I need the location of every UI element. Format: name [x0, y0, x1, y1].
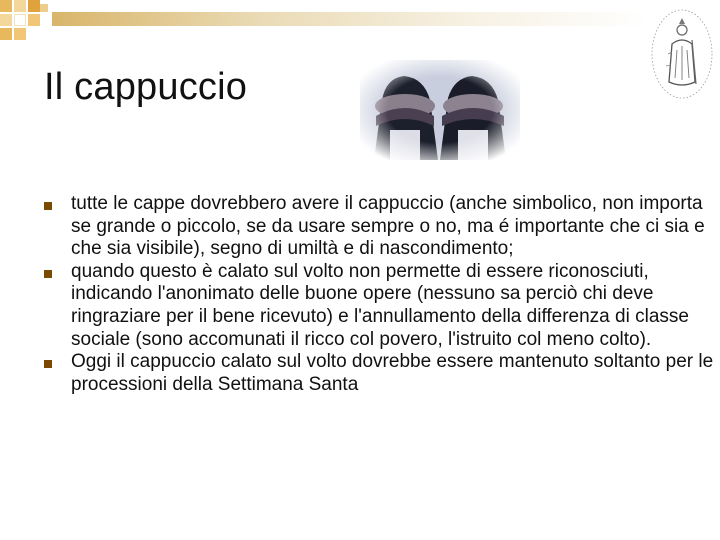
- bullet-text: tutte le cappe dovrebbero avere il cappuccio (anche simbolico, non importa se grande o piccolo, se da usare sempre o no, ma é importante che ci sia e che sia visibile), segno di umiltà e di nascondimento;: [71, 193, 705, 260]
- corner-square: [14, 28, 26, 40]
- square-bullet-icon: [44, 360, 52, 368]
- corner-square: [0, 28, 12, 40]
- corner-square: [0, 14, 12, 26]
- bullet-list: [44, 193, 716, 396]
- corner-square: [0, 0, 12, 12]
- bullet-text: Oggi il cappuccio calato sul volto dovrebbe essere mantenuto soltanto per le processioni della Settimana Santa: [71, 351, 714, 395]
- corner-square: [28, 14, 40, 26]
- corner-square: [40, 4, 48, 12]
- confraternity-seal-logo: [648, 4, 716, 104]
- bullet-text: quando questo è calato sul volto non permette di essere riconosciuti, indicando l'anonimato delle buone opere (nessuno sa perciò chi deve ringraziare per il bene ricevuto) e l'annullamento della differenza di classe sociale (sono accomunati il ricco col povero, l'istruito col meno colto).: [71, 260, 689, 350]
- square-bullet-icon: [44, 202, 52, 210]
- slide-title: Il cappuccio: [44, 66, 248, 108]
- hooded-figures-photo: [360, 60, 520, 160]
- corner-square: [14, 0, 26, 12]
- square-bullet-icon: [44, 270, 52, 278]
- corner-square: [14, 14, 26, 26]
- list-item: [44, 261, 716, 351]
- corner-square: [28, 0, 40, 12]
- list-item: [44, 351, 716, 396]
- list-item: [44, 193, 716, 261]
- header-gradient-bar: [52, 12, 648, 26]
